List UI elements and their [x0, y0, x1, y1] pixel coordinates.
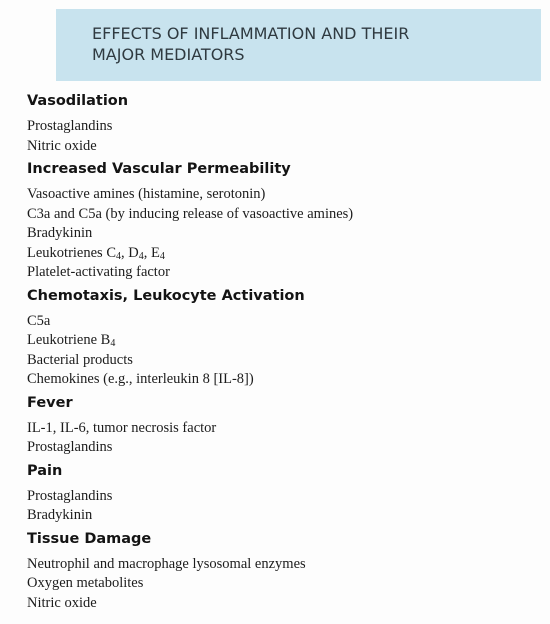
section-items [27, 419, 537, 458]
list-item: C3a and C5a (by inducing release of vasoactive amines) [27, 205, 354, 222]
list-item: Prostaglandins [27, 439, 113, 455]
list-item: Prostaglandins [27, 118, 113, 134]
list-item: Bradykinin [27, 225, 93, 241]
section-items [27, 185, 537, 283]
table-title-line-2: MAJOR MEDIATORS [92, 45, 245, 64]
table-title-box [56, 9, 541, 81]
list-item: Chemokines (e.g., interleukin 8 [IL-8]) [27, 371, 254, 387]
section-tissue-damage [27, 528, 537, 614]
list-item: Bradykinin [27, 507, 93, 523]
section-pain [27, 460, 537, 526]
section-items [27, 312, 537, 390]
section-items [27, 555, 537, 614]
section-heading: Vasodilation [27, 93, 129, 109]
list-item: Leukotriene $B_4$ [27, 332, 116, 349]
section-chemotaxis-leukocyte-activation [27, 285, 537, 390]
section-heading: Increased Vascular Permeability [27, 161, 291, 177]
section-fever [27, 392, 537, 458]
section-vasodilation [27, 90, 537, 156]
section-heading: Chemotaxis, Leukocyte Activation [27, 287, 305, 304]
list-item: Leukotrienes $C_4$, $D_4$, $E_4$ [27, 244, 165, 262]
list-item: Nitric oxide [27, 594, 97, 611]
table-title-line-1: EFFECTS OF INFLAMMATION AND THEIR [92, 24, 410, 43]
list-item: Nitric oxide [27, 137, 97, 154]
list-item: Vasoactive amines (histamine, serotonin) [27, 186, 266, 202]
section-heading: Tissue Damage [27, 530, 152, 547]
section-heading: Pain [27, 462, 63, 479]
list-item: Bacterial products [27, 351, 133, 368]
list-item: IL-1, IL-6, tumor necrosis factor [27, 419, 217, 436]
section-items [27, 487, 537, 526]
section-heading: Fever [27, 394, 73, 411]
list-item: Prostaglandins [27, 487, 113, 504]
section-increased-vascular-permeability [27, 158, 537, 283]
list-item: C5a [27, 312, 51, 329]
list-item: Neutrophil and macrophage lysosomal enzymes [27, 555, 306, 572]
section-items [27, 117, 537, 156]
list-item: Oxygen metabolites [27, 575, 144, 591]
list-item: Platelet-activating factor [27, 264, 170, 280]
mediator-list [27, 90, 537, 613]
